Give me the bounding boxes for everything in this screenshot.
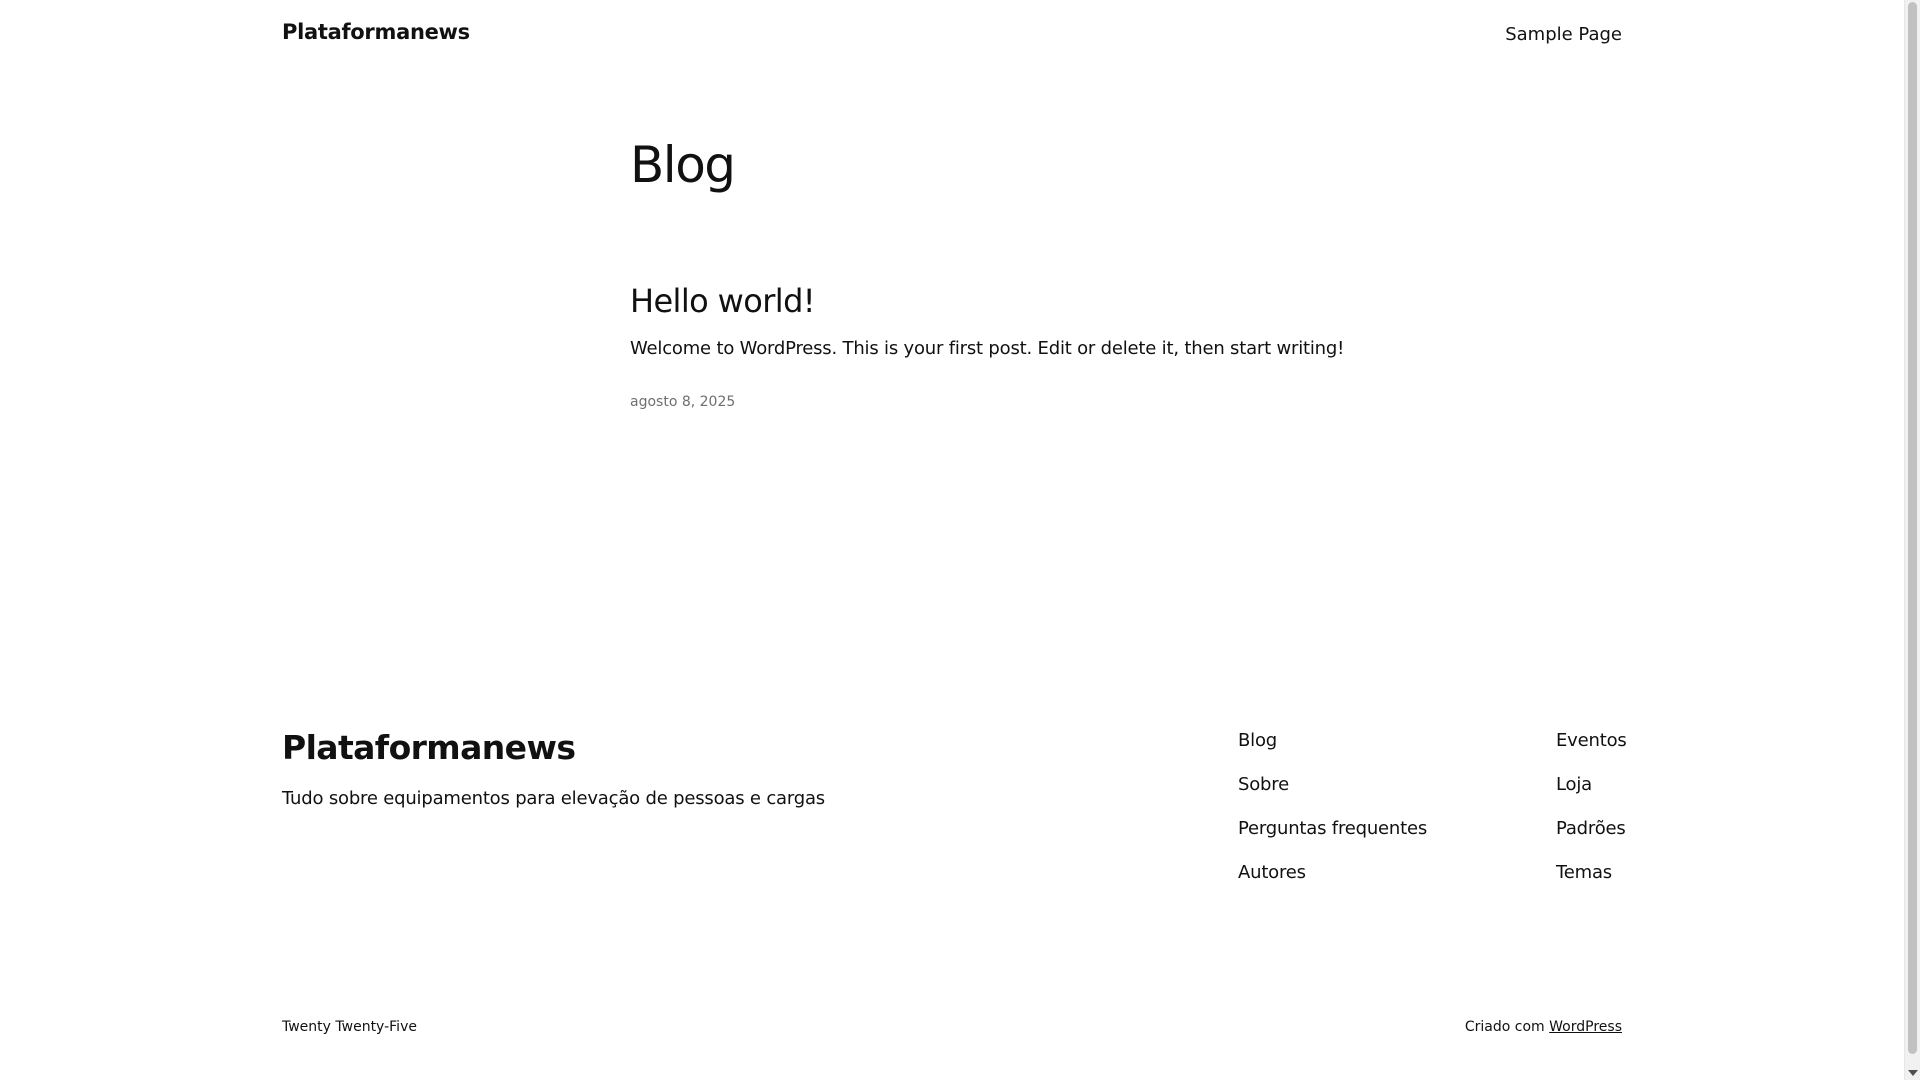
site-title-link[interactable]: Plataformanews [282,20,470,44]
theme-credit: Twenty Twenty-Five [282,1019,417,1035]
footer-link-loja[interactable]: Loja [1556,774,1592,795]
footer-nav-column-2 [1556,730,1627,906]
footer-site-title-link[interactable]: Plataformanews [282,728,576,767]
powered-by [1465,1019,1622,1035]
post-date: agosto 8, 2025 [630,394,736,410]
footer-link-eventos[interactable]: Eventos [1556,730,1627,751]
scroll-down-arrow-icon[interactable] [1908,1070,1918,1076]
page-heading: Blog [630,136,735,194]
powered-by-prefix: Criado com [1464,1019,1545,1035]
wordpress-link[interactable]: WordPress [1549,1019,1622,1035]
footer-link-padroes[interactable]: Padrões [1556,818,1626,839]
vertical-scrollbar[interactable] [1904,0,1920,1080]
footer-link-sobre[interactable]: Sobre [1238,774,1289,795]
footer-nav-column-1 [1238,730,1427,906]
footer-tagline: Tudo sobre equipamentos para elevação de pessoas e cargas [282,788,825,809]
footer-link-autores[interactable]: Autores [1238,862,1306,883]
post-title-link[interactable]: Hello world! [630,282,816,320]
footer-link-perguntas-frequentes[interactable]: Perguntas frequentes [1238,818,1428,839]
footer-link-temas[interactable]: Temas [1556,862,1612,883]
scrollbar-thumb[interactable] [1908,2,1917,1054]
footer-link-blog[interactable]: Blog [1238,730,1277,751]
nav-link-sample-page[interactable]: Sample Page [1505,24,1622,45]
post-excerpt: Welcome to WordPress. This is your first post. Edit or delete it, then start writing! [630,338,1345,359]
